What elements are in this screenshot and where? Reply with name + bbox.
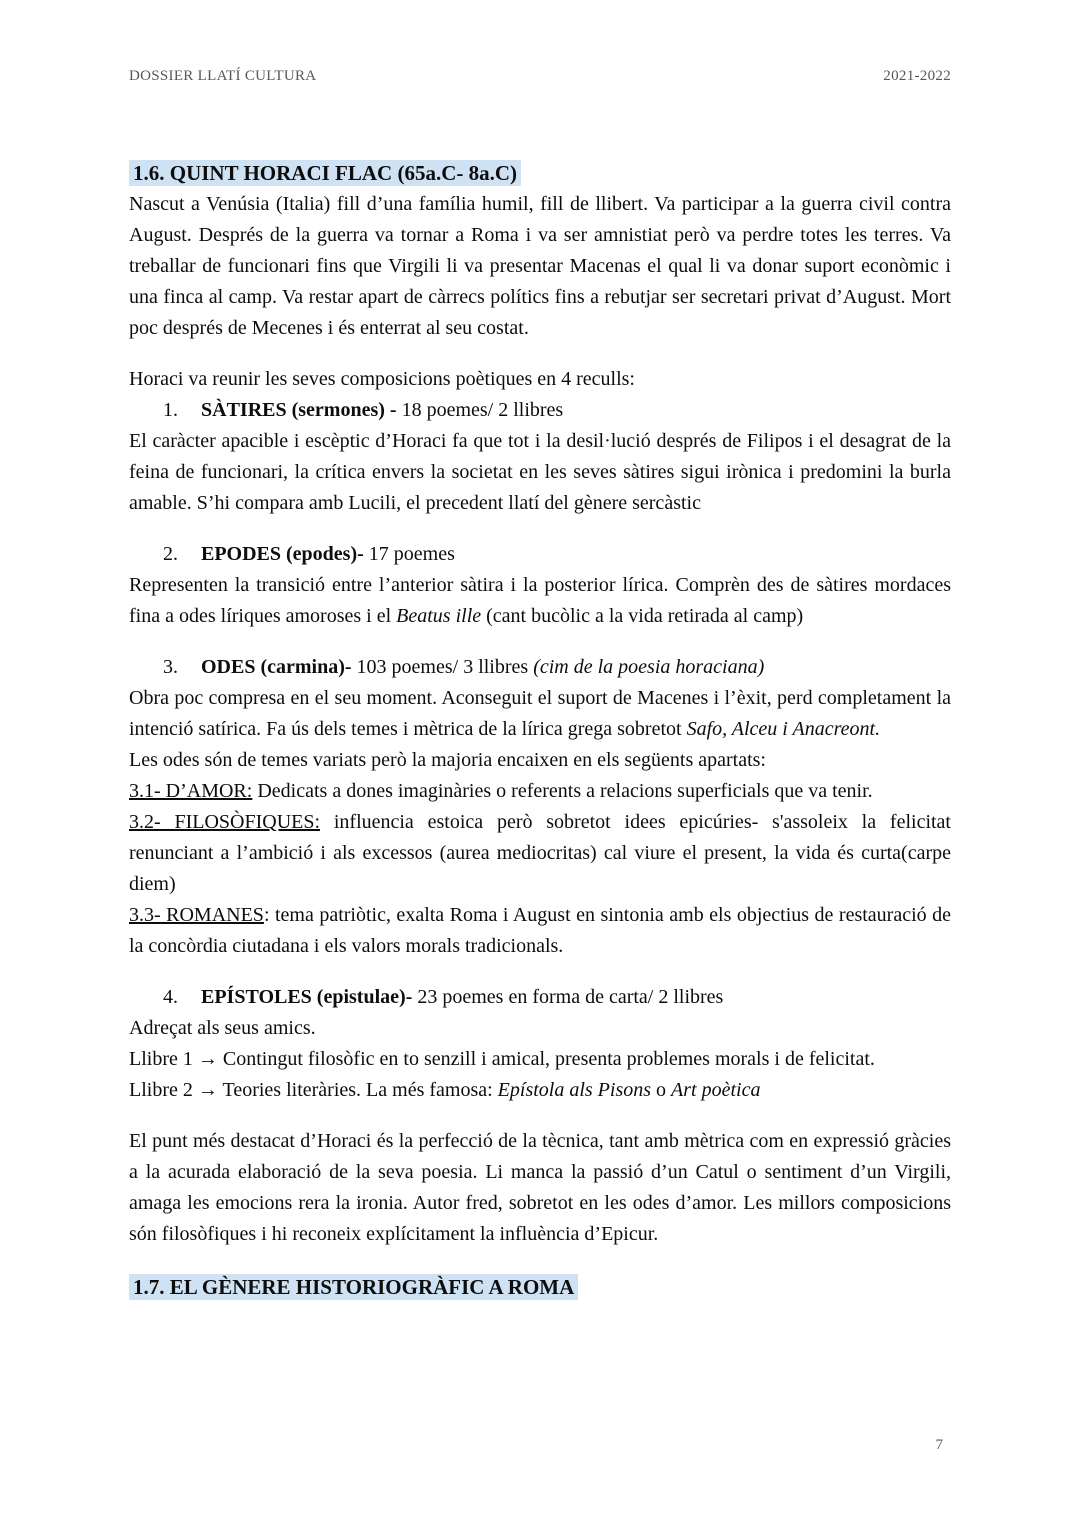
epistoles-llibre2-a: Llibre 2 → Teories literàries. La més famosa: xyxy=(129,1079,498,1101)
epistoles-title-bold: EPÍSTOLES (epistulae)- xyxy=(201,986,418,1008)
reculls-intro-line: Horaci va reunir les seves composicions poètiques en 4 reculls: xyxy=(129,368,635,390)
section-1-7-heading-row xyxy=(129,1272,951,1303)
odes-title-italic: (cim de la poesia horaciana) xyxy=(533,656,765,678)
list-item-epistoles xyxy=(129,982,951,1013)
satires-title-rest: 18 poemes/ 2 llibres xyxy=(401,399,564,421)
theme-romanes-label: 3.3- ROMANES xyxy=(129,904,264,926)
list-item-epodes xyxy=(129,539,951,570)
page-content xyxy=(129,158,951,1303)
epodes-title-bold: EPODES (epodes)- xyxy=(201,543,369,565)
epistoles-dedication-line: Adreçat als seus amics. xyxy=(129,1017,316,1039)
odes-theme-romanes-paragraph xyxy=(129,900,951,962)
odes-body-italic: Safo, Alceu i Anacreont. xyxy=(686,718,881,740)
odes-theme-amor-paragraph xyxy=(129,776,951,807)
list-item-odes xyxy=(129,652,951,683)
odes-themes-intro-line: Les odes són de temes variats però la majoria encaixen en els següents apartats: xyxy=(129,749,766,771)
theme-romanes-text: : tema patriòtic, exalta Roma i August en sintonia amb els objectius de restauració de la concòrdia ciutadana i els valors morals tradicionals. xyxy=(129,904,951,957)
epodes-body-a: Representen la transició entre l’anterior sàtira i la posterior lírica. Comprèn des de sàtires mordaces fina a odes líriques amoroses i el xyxy=(129,574,951,627)
epistoles-llibre2-italic2: Art poètica xyxy=(671,1079,761,1101)
epistoles-title-rest: 23 poemes en forma de carta/ 2 llibres xyxy=(417,986,724,1008)
epodes-body-paragraph xyxy=(129,570,951,632)
epistoles-llibre2-line xyxy=(129,1075,951,1106)
page-header xyxy=(129,68,951,85)
list-number-3: 3. xyxy=(163,656,178,678)
epodes-title-rest: 17 poemes xyxy=(368,543,455,565)
odes-title-line xyxy=(201,652,951,683)
theme-filosofiques-label: 3.2- FILOSÒFIQUES: xyxy=(129,811,321,833)
horaci-biography-paragraph: Nascut a Venúsia (Italia) fill d’una família humil, fill de llibert. Va participar a la guerra civil contra August. Després de la guerra va tornar a Roma i va ser amnistiat però va perdre totes les terres. Va treballar de funcionari fins que Virgili li va presentar Macenas el qual li va donar suport econòmic i una finca al camp. Va restar apart de càrrecs polítics fins a rebutjar ser secretari privat d’August. Mort poc després de Mecenes i és enterrat al seu costat. xyxy=(129,193,951,339)
odes-body-paragraph xyxy=(129,683,951,745)
list-item-satires xyxy=(129,395,951,426)
page-number: 7 xyxy=(935,1437,943,1453)
section-1-7-heading: 1.7. EL GÈNERE HISTORIOGRÀFIC A ROMA xyxy=(129,1274,578,1300)
epodes-body-italic: Beatus ille xyxy=(396,605,482,627)
odes-title-bold: ODES (carmina)- xyxy=(201,656,357,678)
closing-paragraph: El punt més destacat d’Horaci és la perfecció de la tècnica, tant amb mètrica com en expressió gràcies a la acurada elaboració de la seva poesia. Li manca la passió d’un Catul o sentiment d’un Virgili, amaga les emocions rera la ironia. Autor fred, sobretot en les odes d’amor. Les millors composicions són filosòfiques i hi reconeix explícitament la influència d’Epicur. xyxy=(129,1130,951,1245)
epistoles-llibre2-b: o xyxy=(651,1079,672,1101)
header-document-title: DOSSIER LLATÍ CULTURA xyxy=(129,68,317,84)
epodes-body-b: (cant bucòlic a la vida retirada al camp) xyxy=(481,605,804,627)
header-school-year: 2021-2022 xyxy=(883,68,951,84)
section-1-6-heading-row xyxy=(129,158,951,189)
odes-body-a: Obra poc compresa en el seu moment. Aconseguit el suport de Macenes i l’èxit, perd completament la intenció satírica. Fa ús dels temes i mètrica de la lírica grega sobretot xyxy=(129,687,951,740)
satires-body-paragraph: El caràcter apacible i escèptic d’Horaci fa que tot i la desil·lució després de Filipos i el desagrat de la feina de funcionari, la crítica envers la societat en les seves sàtires sigui irònica i predomini la burla amable. S’hi compara amb Lucili, el precedent llatí del gènere sercàstic xyxy=(129,430,951,514)
satires-title-line xyxy=(201,395,951,426)
epistoles-llibre2-italic1: Epístola als Pisons xyxy=(497,1079,652,1101)
theme-filosofiques-text: influencia estoica però sobretot idees epicúries- s'assoleix la felicitat renunciant a l’ambició i als excessos (aurea mediocritas) cal viure el present, la vida és curta(carpe diem) xyxy=(129,811,951,895)
section-1-6-heading: 1.6. QUINT HORACI FLAC (65a.C- 8a.C) xyxy=(129,160,521,186)
theme-amor-text: Dedicats a dones imaginàries o referents a relacions superficials que va tenir. xyxy=(252,780,873,802)
odes-theme-filosofiques-paragraph xyxy=(129,807,951,900)
satires-title-bold: SÀTIRES (sermones) - xyxy=(201,399,402,421)
epistoles-llibre1-line: Llibre 1 → Contingut filosòfic en to senzill i amical, presenta problemes morals i de felicitat. xyxy=(129,1048,875,1070)
list-number-1: 1. xyxy=(163,399,178,421)
list-number-2: 2. xyxy=(163,543,178,565)
odes-title-rest: 103 poemes/ 3 llibres xyxy=(356,656,534,678)
epodes-title-line xyxy=(201,539,951,570)
list-number-4: 4. xyxy=(163,986,178,1008)
theme-amor-label: 3.1- D’AMOR: xyxy=(129,780,253,802)
epistoles-title-line xyxy=(201,982,951,1013)
